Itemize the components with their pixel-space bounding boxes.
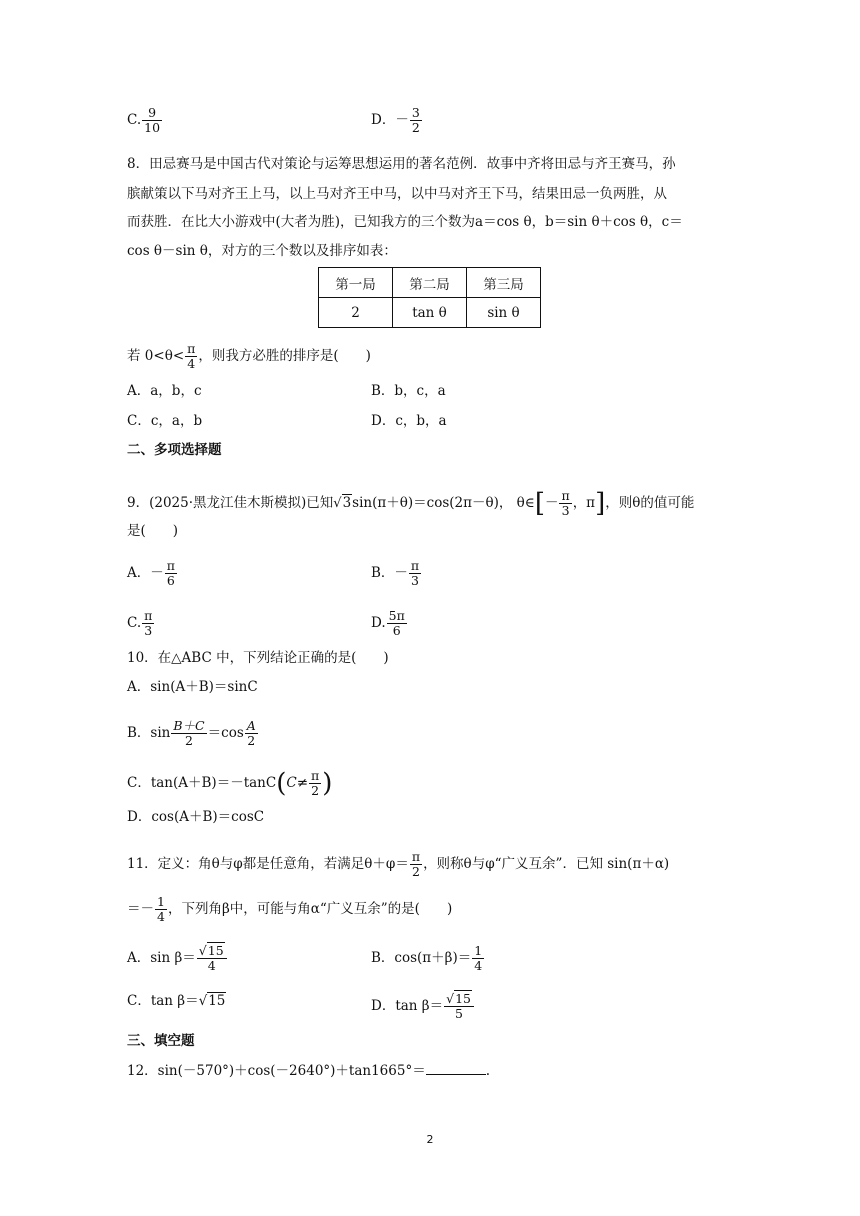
table-cell: 2 xyxy=(319,298,393,328)
page-number: 2 xyxy=(426,1133,434,1146)
q9-option-a: A．－ $\frac{\pi}{6}$ xyxy=(127,558,175,588)
q9-stem: 9．(2025·黑龙江佳木斯模拟)已知√3sin(π＋θ)＝cos(2π－θ)， θ∈[－ $\frac{\pi}{3}$ ，π]，则θ的值可能 xyxy=(127,488,695,519)
table-header: 第三局 xyxy=(467,268,541,298)
q10-option-c: C．tan(A＋B)＝－tanC(C≠ $\frac{\pi}{2}$ ) xyxy=(127,768,333,799)
q11-line2: ＝－ $\frac{1}{4}$ ，下列角β中，可能与角α“广义互余”的是( ) xyxy=(127,894,453,924)
q7-option-c: C. $\frac{9}{10}$ xyxy=(127,105,161,135)
q10-option-a: A．sin(A＋B)＝sinC xyxy=(127,679,258,695)
section-heading-multiple-choice: 二、多项选择题 xyxy=(127,442,222,458)
q9-option-b: B．－ $\frac{\pi}{3}$ xyxy=(371,558,420,588)
q11-option-a: A．sin β＝ $\frac{√15}{4}$ xyxy=(127,944,228,973)
q10-option-b: B．sin $\frac{B+C}{2}$ ＝cos $\frac{A}{2}$ xyxy=(127,718,256,748)
q8-option-b: B．b，c，a xyxy=(371,383,446,399)
table-header: 第一局 xyxy=(319,268,393,298)
q11-line1: 11．定义：角θ与φ都是任意角，若满足θ＋φ＝ $\frac{\pi}{2}$ ，则称θ与φ“广义互余”．已知 sin(π＋α) xyxy=(127,849,670,879)
q8-line3: 而获胜．在比大小游戏中(大者为胜)，已知我方的三个数为a＝cos θ，b＝sin θ＋cos θ，c＝ xyxy=(127,214,683,230)
q8-option-a: A．a，b，c xyxy=(127,383,202,399)
q9-option-d: D. $\frac{5\pi}{6}$ xyxy=(371,608,405,638)
section-heading-fill-in: 三、填空题 xyxy=(127,1033,195,1049)
q10-stem: 10．在△ABC 中，下列结论正确的是( ) xyxy=(127,650,389,666)
q8-line2: 膑献策以下马对齐王上马，以上马对齐王中马，以中马对齐王下马，结果田忌一负两胜，从 xyxy=(127,186,667,202)
q9-option-c: C. $\frac{\pi}{3}$ xyxy=(127,608,153,638)
table-header: 第二局 xyxy=(393,268,467,298)
table-cell: sin θ xyxy=(467,298,541,328)
q11-option-d: D．tan β＝ $\frac{√15}{5}$ xyxy=(371,992,475,1021)
q8-table xyxy=(318,267,541,328)
q8-option-d: D．c，b，a xyxy=(371,413,447,429)
q7-option-d: D．－ $\frac{3}{2}$ xyxy=(371,105,420,135)
q11-option-b: B．cos(π＋β)＝ $\frac{1}{4}$ xyxy=(371,943,483,973)
answer-blank[interactable] xyxy=(426,1062,486,1075)
q8-option-c: C．c，a，b xyxy=(127,413,203,429)
q11-option-c: C．tan β＝√15 xyxy=(127,993,226,1009)
q8-condition: 若 0<θ< $\frac{\pi}{4}$ ，则我方必胜的排序是( ) xyxy=(127,341,371,371)
table-cell: tan θ xyxy=(393,298,467,328)
q12-stem: 12．sin(－570°)＋cos(－2640°)＋tan1665°＝ . xyxy=(127,1063,490,1079)
q10-option-d: D．cos(A＋B)＝cosC xyxy=(127,809,265,825)
q8-line4: cos θ－sin θ，对方的三个数以及排序如表： xyxy=(127,243,397,259)
q8-line1: 8．田忌赛马是中国古代对策论与运筹思想运用的著名范例．故事中齐将田忌与齐王赛马，孙 xyxy=(127,156,676,172)
q9-line2: 是( ) xyxy=(127,523,179,539)
